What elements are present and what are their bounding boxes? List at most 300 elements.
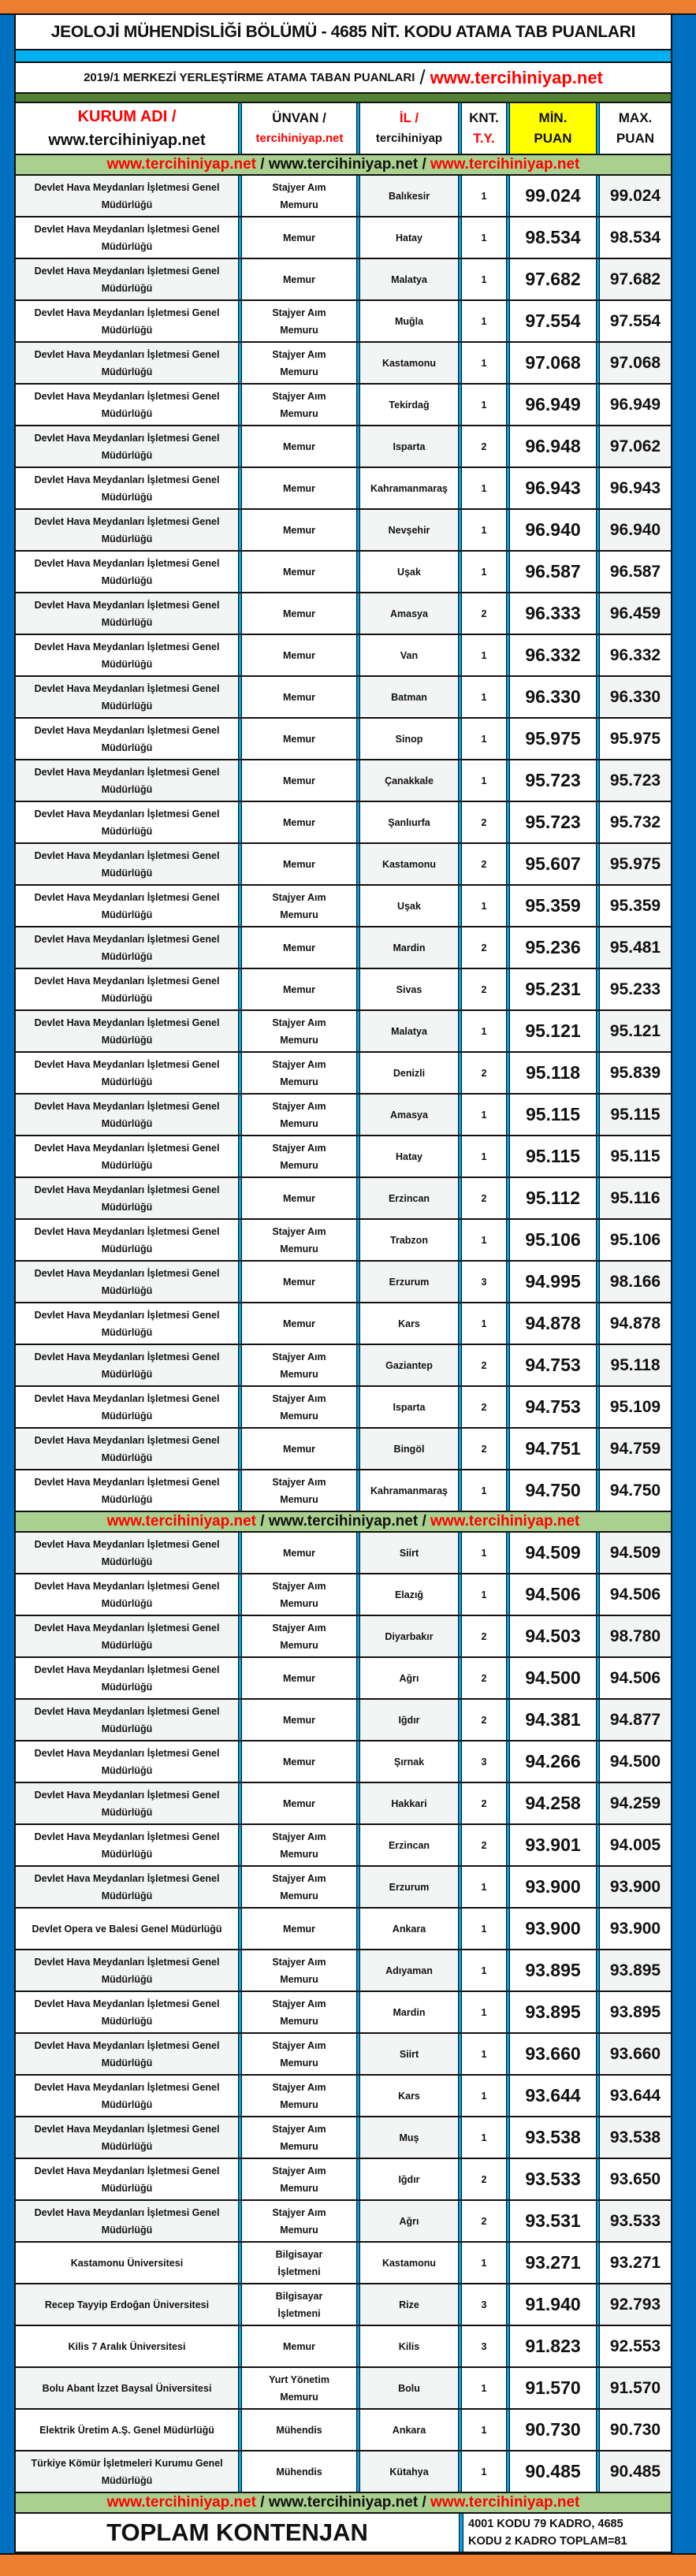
kurum-text: Devlet Hava Meydanları İşletmesi Genel Müdürlüğü: [34, 2081, 220, 2110]
min-puan-text: 96.330: [525, 686, 581, 707]
kurum-text: Devlet Hava Meydanları İşletmesi Genel Müdürlüğü: [34, 181, 220, 210]
cell-min-puan: [510, 2451, 596, 2492]
cell-knt: [462, 343, 506, 383]
cell-max-puan: [600, 760, 671, 801]
subtitle-site-link[interactable]: www.tercihiniyap.net: [430, 67, 603, 87]
cell-il: [360, 886, 458, 926]
cell-knt: [462, 1741, 506, 1782]
cell-il: [360, 217, 458, 258]
max-puan-text: 96.330: [609, 687, 661, 706]
header-kurum: [16, 103, 238, 154]
unvan-text: Memur: [283, 1797, 315, 1809]
unvan-text: Stajyer Aım Memuru: [272, 1872, 326, 1901]
page-title: JEOLOJİ MÜHENDİSLİĞİ BÖLÜMÜ - 4685 NİT. KODU ATAMA TAB PUANLARI: [16, 15, 671, 50]
cell-il: [360, 1220, 458, 1260]
knt-text: 2: [481, 983, 487, 995]
cell-max-puan: [600, 1345, 671, 1385]
min-puan-text: 95.723: [525, 812, 581, 832]
unvan-text: Stajyer Aım Memuru: [272, 1956, 326, 1985]
min-puan-text: 91.940: [525, 2294, 581, 2314]
cell-unvan: [242, 1178, 356, 1218]
table-section-1: [16, 176, 671, 1512]
cell-knt: [462, 2451, 506, 2492]
header-il-label: İL /: [399, 110, 419, 125]
max-puan-text: 96.587: [609, 562, 661, 581]
cell-unvan: [242, 510, 356, 550]
max-puan-text: 95.359: [609, 896, 661, 915]
il-text: Erzurum: [389, 1276, 430, 1288]
cell-knt: [462, 1345, 506, 1385]
kurum-text: Türkiye Kömür İşletmeleri Kurumu Genel Müdürlüğü: [31, 2457, 223, 2486]
cell-min-puan: [510, 468, 596, 508]
cell-knt: [462, 176, 506, 216]
knt-text: 1: [481, 315, 487, 327]
cell-min-puan: [510, 802, 596, 842]
cell-max-puan: [600, 886, 671, 926]
cell-min-puan: [510, 760, 596, 801]
kurum-text: Devlet Hava Meydanları İşletmesi Genel Müdürlüğü: [34, 223, 220, 252]
cell-max-puan: [600, 1136, 671, 1176]
il-text: Hatay: [395, 232, 423, 243]
cell-knt: [462, 1950, 506, 1991]
cell-unvan: [242, 426, 356, 467]
cell-min-puan: [510, 1429, 596, 1469]
cell-max-puan: [600, 1303, 671, 1344]
kurum-text: Devlet Hava Meydanları İşletmesi Genel Müdürlüğü: [34, 1747, 220, 1776]
cell-max-puan: [600, 468, 671, 508]
cell-kurum: [16, 1136, 238, 1176]
cell-knt: [462, 1220, 506, 1260]
kurum-text: Devlet Hava Meydanları İşletmesi Genel Müdürlüğü: [34, 2206, 220, 2236]
cell-unvan: [242, 886, 356, 926]
cell-min-puan: [510, 217, 596, 258]
il-text: Erzincan: [388, 1839, 430, 1851]
header-knt-label: KNT.: [469, 110, 499, 125]
cell-il: [360, 2201, 458, 2241]
unvan-text: Memur: [283, 482, 315, 494]
il-text: Erzincan: [388, 1192, 430, 1204]
cell-min-puan: [510, 2243, 596, 2283]
cell-unvan: [242, 2076, 356, 2116]
max-puan-text: 93.895: [609, 1961, 661, 1979]
cell-unvan: [242, 593, 356, 634]
max-puan-text: 95.118: [610, 1355, 661, 1374]
watermark-link[interactable]: www.tercihiniyap.net: [106, 2494, 256, 2511]
il-text: Isparta: [393, 1401, 426, 1413]
cell-unvan: [242, 760, 356, 801]
cell-min-puan: [510, 1700, 596, 1740]
cell-min-puan: [510, 927, 596, 968]
min-puan-text: 96.940: [525, 519, 581, 540]
cell-unvan: [242, 1950, 356, 1991]
max-puan-text: 95.115: [610, 1105, 661, 1124]
cell-knt: [462, 1533, 506, 1573]
kurum-text: Devlet Hava Meydanları İşletmesi Genel Müdürlüğü: [34, 1184, 220, 1213]
table-row: [16, 385, 671, 426]
cell-max-puan: [600, 1616, 671, 1656]
knt-text: 1: [481, 399, 487, 411]
cell-max-puan: [600, 176, 671, 216]
max-puan-text: 99.024: [609, 186, 661, 205]
cell-kurum: [16, 1262, 238, 1302]
il-text: Isparta: [393, 440, 426, 452]
cell-kurum: [16, 2326, 238, 2366]
knt-text: 1: [481, 775, 487, 786]
cell-min-puan: [510, 2368, 596, 2408]
table-row: [16, 1053, 671, 1095]
unvan-text: Memur: [283, 1672, 315, 1684]
cell-il: [360, 2326, 458, 2366]
cell-unvan: [242, 217, 356, 258]
min-puan-text: 97.554: [525, 310, 581, 331]
table-row: [16, 719, 671, 760]
table-row: [16, 1470, 671, 1512]
cell-max-puan: [600, 1470, 671, 1511]
il-text: Ankara: [392, 2424, 426, 2436]
kurum-text: Devlet Hava Meydanları İşletmesi Genel Müdürlüğü: [34, 599, 220, 628]
watermark-link[interactable]: www.tercihiniyap.net: [430, 2494, 580, 2511]
cell-kurum: [16, 385, 238, 425]
cell-min-puan: [510, 969, 596, 1009]
cell-unvan: [242, 2034, 356, 2074]
table-row: [16, 1867, 671, 1909]
cell-max-puan: [600, 2284, 671, 2325]
max-puan-text: 94.759: [609, 1439, 661, 1458]
knt-text: 1: [481, 1923, 487, 1935]
watermark-link[interactable]: www.tercihiniyap.net: [430, 156, 580, 173]
cell-kurum: [16, 2410, 238, 2450]
cell-min-puan: [510, 1303, 596, 1344]
cell-max-puan: [600, 259, 671, 299]
cell-unvan: [242, 468, 356, 508]
table-row: [16, 1950, 671, 1992]
watermark-row: [16, 155, 671, 176]
table-row: [16, 510, 671, 552]
min-puan-text: 93.895: [525, 2002, 581, 2022]
cell-kurum: [16, 1867, 238, 1907]
cell-knt: [462, 2117, 506, 2158]
table-row: [16, 176, 671, 217]
cell-unvan: [242, 2451, 356, 2492]
cell-max-puan: [600, 2076, 671, 2116]
cell-kurum: [16, 1783, 238, 1823]
unvan-text: Stajyer Aım Memuru: [272, 307, 326, 336]
cell-max-puan: [600, 635, 671, 675]
unvan-text: Stajyer Aım Memuru: [272, 2081, 326, 2110]
watermark-link[interactable]: www.tercihiniyap.net: [106, 156, 256, 173]
knt-text: 3: [481, 1756, 487, 1768]
table-row: [16, 593, 671, 635]
il-text: Sinop: [395, 733, 423, 745]
kurum-text: Devlet Hava Meydanları İşletmesi Genel Müdürlüğü: [34, 1058, 220, 1087]
kurum-text: Devlet Hava Meydanları İşletmesi Genel Müdürlüğü: [34, 724, 220, 753]
il-text: Kahramanmaraş: [370, 1485, 448, 1496]
cell-knt: [462, 1470, 506, 1511]
cell-il: [360, 1574, 458, 1615]
kurum-text: Devlet Hava Meydanları İşletmesi Genel Müdürlüğü: [34, 1831, 220, 1860]
cell-kurum: [16, 176, 238, 216]
kurum-text: Devlet Hava Meydanları İşletmesi Genel Müdürlüğü: [34, 474, 220, 503]
max-puan-text: 94.500: [609, 1752, 661, 1771]
min-puan-text: 96.949: [525, 394, 581, 414]
knt-text: 2: [481, 1359, 487, 1371]
kurum-text: Devlet Hava Meydanları İşletmesi Genel Müdürlüğü: [34, 1622, 220, 1651]
table-row: [16, 343, 671, 385]
table-row: [16, 1220, 671, 1262]
total-note-line: KODU 2 KADRO TOPLAM=81: [468, 2535, 627, 2548]
cell-min-puan: [510, 1345, 596, 1385]
knt-text: 1: [481, 2006, 487, 2018]
max-puan-text: 96.940: [609, 520, 661, 539]
cell-unvan: [242, 1470, 356, 1511]
unvan-text: Memur: [283, 942, 315, 953]
cell-kurum: [16, 426, 238, 467]
min-puan-text: 94.500: [525, 1667, 581, 1688]
cell-knt: [462, 468, 506, 508]
min-puan-text: 93.644: [525, 2085, 581, 2106]
il-text: Siirt: [399, 2048, 419, 2060]
min-puan-text: 95.121: [525, 1020, 581, 1041]
table-row: [16, 259, 671, 301]
subtitle: [16, 63, 671, 94]
table-row: [16, 927, 671, 969]
unvan-text: Memur: [283, 1923, 315, 1935]
max-puan-text: 96.949: [609, 395, 661, 414]
table-row: [16, 2117, 671, 2159]
cell-min-puan: [510, 2284, 596, 2325]
il-text: Diyarbakır: [385, 1630, 434, 1642]
cell-max-puan: [600, 1011, 671, 1051]
kurum-text: Devlet Hava Meydanları İşletmesi Genel Müdürlüğü: [34, 348, 220, 377]
cell-unvan: [242, 1345, 356, 1385]
cell-knt: [462, 719, 506, 759]
unvan-text: Stajyer Aım Memuru: [272, 348, 326, 377]
cell-il: [360, 635, 458, 675]
min-puan-text: 94.506: [525, 1584, 581, 1604]
il-text: Hatay: [395, 1150, 423, 1162]
knt-text: 1: [481, 2382, 487, 2394]
cell-unvan: [242, 927, 356, 968]
cell-min-puan: [510, 1992, 596, 2032]
cell-kurum: [16, 719, 238, 759]
cell-kurum: [16, 1053, 238, 1093]
cell-min-puan: [510, 343, 596, 383]
cell-max-puan: [600, 1950, 671, 1991]
kurum-text: Devlet Hava Meydanları İşletmesi Genel Müdürlüğü: [34, 808, 220, 837]
cell-knt: [462, 259, 506, 299]
cell-il: [360, 1909, 458, 1949]
cell-max-puan: [600, 301, 671, 341]
watermark-link[interactable]: www.tercihiniyap.net: [268, 1513, 419, 1530]
cell-il: [360, 426, 458, 467]
cell-il: [360, 2076, 458, 2116]
cell-unvan: [242, 2326, 356, 2366]
il-text: Şanlıurfa: [388, 816, 430, 828]
cell-unvan: [242, 1011, 356, 1051]
score-sheet: [14, 15, 672, 2553]
knt-text: 2: [481, 1672, 487, 1684]
cell-il: [360, 844, 458, 884]
cell-kurum: [16, 844, 238, 884]
max-puan-text: 98.534: [609, 228, 661, 247]
unvan-text: Memur: [283, 232, 315, 243]
cell-il: [360, 2410, 458, 2450]
watermark-link[interactable]: www.tercihiniyap.net: [430, 1513, 580, 1530]
cell-kurum: [16, 1178, 238, 1218]
cell-min-puan: [510, 176, 596, 216]
il-text: Trabzon: [390, 1234, 428, 1246]
unvan-text: Memur: [283, 816, 315, 828]
kurum-text: Devlet Hava Meydanları İşletmesi Genel Müdürlüğü: [34, 891, 220, 920]
unvan-text: Memur: [283, 566, 315, 578]
min-puan-text: 96.332: [525, 645, 581, 665]
max-puan-text: 96.332: [609, 645, 661, 664]
header-kurum-label: KURUM ADI /: [77, 108, 177, 125]
min-puan-text: 95.975: [525, 728, 581, 749]
cell-il: [360, 2451, 458, 2492]
cell-kurum: [16, 1533, 238, 1573]
cell-max-puan: [600, 1825, 671, 1865]
il-text: Şırnak: [393, 1756, 425, 1768]
kurum-text: Devlet Hava Meydanları İşletmesi Genel Müdürlüğü: [34, 2039, 220, 2069]
min-puan-text: 93.900: [525, 1876, 581, 1897]
table-row: [16, 1095, 671, 1136]
cell-il: [360, 1616, 458, 1656]
kurum-text: Devlet Hava Meydanları İşletmesi Genel Müdürlüğü: [34, 933, 220, 962]
watermark-link[interactable]: www.tercihiniyap.net: [268, 156, 419, 173]
kurum-text: Devlet Hava Meydanları İşletmesi Genel Müdürlüğü: [34, 1142, 220, 1171]
max-puan-text: 95.732: [609, 812, 661, 831]
cell-kurum: [16, 2117, 238, 2158]
unvan-text: Memur: [283, 524, 315, 536]
cell-kurum: [16, 969, 238, 1009]
il-text: Çanakkale: [385, 775, 434, 786]
il-text: Siirt: [399, 1547, 419, 1559]
cell-kurum: [16, 1095, 238, 1135]
cell-il: [360, 1470, 458, 1511]
cell-unvan: [242, 2284, 356, 2325]
il-text: Muş: [399, 2132, 419, 2143]
cell-max-puan: [600, 802, 671, 842]
il-text: Batman: [391, 691, 427, 703]
cell-knt: [462, 1429, 506, 1469]
table-row: [16, 1700, 671, 1741]
unvan-text: Memur: [283, 2340, 315, 2352]
cell-unvan: [242, 1700, 356, 1740]
cell-max-puan: [600, 1095, 671, 1135]
cell-il: [360, 969, 458, 1009]
cell-unvan: [242, 677, 356, 717]
max-puan-text: 98.166: [609, 1272, 661, 1291]
cell-min-puan: [510, 2117, 596, 2158]
knt-text: 1: [481, 1547, 487, 1559]
il-text: Kars: [398, 1318, 420, 1329]
knt-text: 1: [481, 566, 487, 578]
cell-il: [360, 2368, 458, 2408]
header-knt: [462, 103, 506, 154]
watermark-link[interactable]: www.tercihiniyap.net: [106, 1513, 256, 1530]
cell-max-puan: [600, 1429, 671, 1469]
cell-knt: [462, 301, 506, 341]
il-text: Muğla: [394, 315, 424, 327]
min-puan-text: 90.485: [525, 2461, 581, 2481]
cell-il: [360, 259, 458, 299]
table-row: [16, 1909, 671, 1950]
cell-min-puan: [510, 2201, 596, 2241]
watermark-sep: /: [418, 2494, 431, 2511]
min-puan-text: 94.995: [525, 1271, 581, 1292]
table-row: [16, 2410, 671, 2451]
header-min-label: MİN.: [538, 110, 568, 125]
cell-min-puan: [510, 593, 596, 634]
cell-knt: [462, 1658, 506, 1698]
table-row: [16, 1136, 671, 1178]
cell-knt: [462, 1262, 506, 1302]
cell-min-puan: [510, 1262, 596, 1302]
unvan-text: Mühendis: [276, 2466, 322, 2477]
min-puan-text: 93.271: [525, 2252, 581, 2273]
unvan-text: Stajyer Aım Memuru: [272, 1392, 326, 1422]
header-il: [360, 103, 458, 154]
cell-unvan: [242, 844, 356, 884]
watermark-link[interactable]: www.tercihiniyap.net: [268, 2494, 419, 2511]
kurum-text: Devlet Hava Meydanları İşletmesi Genel Müdürlüğü: [34, 1538, 220, 1567]
table-section-2: [16, 1533, 671, 2493]
knt-text: 1: [481, 733, 487, 745]
cell-unvan: [242, 1303, 356, 1344]
unvan-text: Memur: [283, 858, 315, 870]
max-puan-text: 94.509: [609, 1543, 661, 1562]
il-text: Kastamonu: [381, 357, 437, 369]
cell-knt: [462, 217, 506, 258]
header-min-sub: PUAN: [534, 131, 572, 146]
min-puan-text: 96.333: [525, 603, 581, 623]
unvan-text: Memur: [283, 691, 315, 703]
cell-knt: [462, 1825, 506, 1865]
max-puan-text: 95.116: [610, 1188, 661, 1207]
knt-text: 2: [481, 1192, 487, 1204]
cell-kurum: [16, 1700, 238, 1740]
max-puan-text: 95.233: [609, 979, 661, 998]
kurum-text: Devlet Hava Meydanları İşletmesi Genel Müdürlüğü: [34, 975, 220, 1004]
cell-knt: [462, 1053, 506, 1093]
il-text: Kastamonu: [381, 2257, 437, 2269]
cell-kurum: [16, 1429, 238, 1469]
cell-max-puan: [600, 969, 671, 1009]
cell-kurum: [16, 1616, 238, 1656]
table-row: [16, 635, 671, 677]
il-text: Nevşehir: [388, 524, 430, 536]
min-puan-text: 95.607: [525, 853, 581, 874]
cell-knt: [462, 760, 506, 801]
il-text: Adıyaman: [385, 1965, 433, 1976]
cell-min-puan: [510, 1136, 596, 1176]
unvan-text: Stajyer Aım Memuru: [272, 2165, 326, 2194]
cell-il: [360, 719, 458, 759]
kurum-text: Devlet Hava Meydanları İşletmesi Genel Müdürlüğü: [34, 641, 220, 670]
unvan-text: Stajyer Aım Memuru: [272, 2206, 326, 2236]
cell-il: [360, 2159, 458, 2199]
knt-text: 1: [481, 1109, 487, 1121]
cell-il: [360, 510, 458, 550]
cell-il: [360, 1533, 458, 1573]
min-puan-text: 96.587: [525, 561, 581, 582]
unvan-text: Stajyer Aım Memuru: [272, 1225, 326, 1255]
cell-knt: [462, 1095, 506, 1135]
cell-min-puan: [510, 844, 596, 884]
unvan-text: Memur: [283, 1443, 315, 1455]
cell-min-puan: [510, 510, 596, 550]
